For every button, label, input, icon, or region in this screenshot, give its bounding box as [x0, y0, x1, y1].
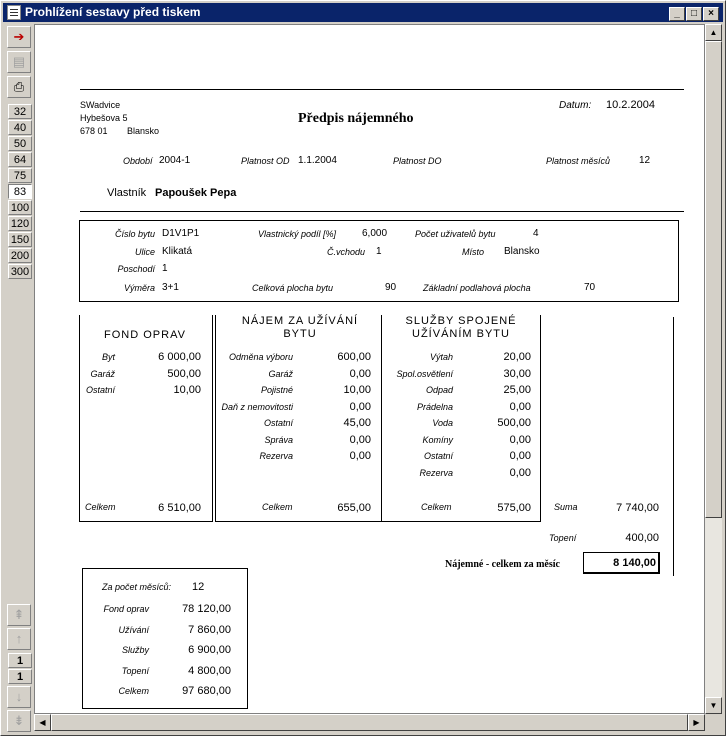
pocet-value: 4	[533, 228, 539, 239]
poschodi-label: Poschodí	[117, 264, 155, 274]
period-row-value: 97 680,00	[182, 685, 231, 697]
zoom-83-button[interactable]: 83	[8, 184, 32, 199]
cislo-bytu-value: D1V1P1	[162, 228, 200, 239]
report-title: Předpis nájemného	[298, 111, 414, 126]
platnost-mesicu-value: 12	[639, 155, 651, 166]
zakladni-value: 70	[584, 282, 596, 293]
sluzby-total-label: Celkem	[421, 502, 452, 512]
next-page-icon[interactable]: ↓	[7, 686, 31, 708]
sluzby-row-label: Spol.osvětlení	[396, 368, 453, 379]
misto-label: Místo	[462, 247, 485, 257]
fond-row-value: 500,00	[167, 367, 201, 380]
obdobi-value: 2004-1	[159, 155, 191, 166]
najem-row-value: 0,00	[349, 433, 371, 446]
horizontal-scrollbar[interactable]	[34, 714, 705, 731]
najem-row-value: 45,00	[343, 417, 371, 429]
fond-row-value: 10,00	[173, 384, 201, 396]
owner-rule	[80, 211, 684, 212]
pocet-label: Počet uživatelů bytu	[415, 229, 496, 239]
fond-row-value: 6 000,00	[158, 351, 201, 363]
report-page	[35, 25, 705, 714]
title-bar[interactable]	[3, 3, 723, 22]
vymera-label: Výměra	[123, 283, 155, 293]
suma-value: 7 740,00	[616, 502, 659, 514]
sluzby-row-value: 20,00	[503, 351, 531, 363]
najem-right-rule	[381, 315, 382, 522]
misto-value: Blansko	[504, 246, 540, 257]
sluzby-row-label: Voda	[432, 418, 453, 428]
printer-icon[interactable]: ⎙	[7, 76, 31, 98]
first-page-icon[interactable]: ⇞	[7, 604, 31, 626]
company-city: Blansko	[127, 126, 160, 136]
fond-row-label: Byt	[101, 352, 115, 362]
date-value: 10.2.2004	[606, 99, 655, 111]
vlastnik-value: Papoušek Pepa	[155, 187, 237, 199]
fond-right-rule	[212, 315, 213, 522]
scroll-right-icon[interactable]: ▶	[688, 714, 705, 731]
period-row-label: Celkem	[118, 686, 149, 696]
period-months-label: Za počet měsíců:	[102, 582, 172, 592]
fond-header: FOND OPRAV	[104, 329, 186, 341]
horizontal-scroll-thumb[interactable]	[51, 714, 688, 731]
scroll-down-icon[interactable]: ▼	[705, 697, 722, 714]
najem-header: NÁJEM ZA UŽÍVÁNÍ BYTU	[241, 315, 359, 340]
sluzby-row-value: 25,00	[503, 384, 531, 396]
vchodu-label: Č.vchodu	[327, 247, 366, 257]
topeni-label: Topení	[549, 533, 577, 543]
sluzby-bottom-rule	[381, 521, 540, 522]
close-button[interactable]: ×	[703, 7, 719, 21]
total-pages: 1	[8, 669, 32, 684]
najem-bottom-rule	[215, 521, 381, 522]
toolbar-left	[3, 24, 33, 734]
platnost-od-value: 1.1.2004	[298, 155, 337, 166]
sluzby-header: SLUŽBY SPOJENÉ UŽÍVÁNÍM BYTU	[405, 315, 517, 340]
fond-row-label: Ostatní	[85, 385, 115, 395]
vertical-scroll-thumb[interactable]	[705, 41, 722, 518]
zoom-64-button[interactable]: 64	[8, 152, 32, 167]
sluzby-row-label: Rezerva	[419, 467, 453, 478]
vertical-scrollbar[interactable]	[705, 24, 722, 714]
cislo-bytu-label: Číslo bytu	[114, 229, 155, 239]
period-row-label: Služby	[121, 645, 149, 655]
zoom-50-button[interactable]: 50	[8, 136, 32, 151]
topeni-value: 400,00	[625, 532, 659, 544]
vchodu-value: 1	[376, 246, 382, 257]
najem-row-value: 600,00	[337, 351, 371, 363]
period-row-label: Fond oprav	[103, 604, 149, 614]
zakladni-label: Základní podlahová plocha	[423, 283, 531, 293]
company-zip: 678 01	[80, 126, 108, 136]
last-page-icon[interactable]: ⇟	[7, 710, 31, 732]
sluzby-total-value: 575,00	[497, 502, 531, 514]
podil-label: Vlastnický podíl [%]	[258, 229, 337, 239]
zoom-300-button[interactable]: 300	[8, 264, 32, 279]
najem-row-label: Rezerva	[259, 451, 293, 461]
period-row-label: Topení	[121, 665, 149, 676]
period-row-label: Užívání	[118, 624, 149, 635]
period-row-value: 4 800,00	[188, 664, 231, 677]
zoom-200-button[interactable]: 200	[8, 248, 32, 263]
plocha-label: Celková plocha bytu	[252, 283, 334, 293]
fond-row-label: Garáž	[90, 368, 115, 379]
najem-total-label: Celkem	[262, 502, 293, 512]
fond-left-rule	[79, 315, 80, 522]
zoom-40-button[interactable]: 40	[8, 120, 32, 135]
period-row-value: 7 860,00	[188, 623, 231, 636]
poschodi-value: 1	[162, 263, 168, 274]
current-page[interactable]: 1	[8, 653, 32, 668]
sluzby-row-label: Ostatní	[423, 451, 453, 461]
fond-total-value: 6 510,00	[158, 502, 201, 514]
top-rule	[80, 89, 684, 90]
zoom-120-button[interactable]: 120	[8, 216, 32, 231]
period-months-value: 12	[192, 581, 205, 593]
period-row-value: 6 900,00	[188, 644, 231, 656]
najem-row-label: Garáž	[268, 368, 293, 379]
scroll-left-icon[interactable]: ◀	[34, 714, 51, 731]
platnost-mesicu-label: Platnost měsíců	[546, 156, 611, 166]
najem-row-label: Pojistné	[260, 385, 293, 395]
maximize-button[interactable]: □	[686, 7, 702, 21]
zoom-100-button[interactable]: 100	[8, 200, 32, 215]
sluzby-row-value: 0,00	[509, 400, 531, 413]
sluzby-row-value: 500,00	[497, 417, 531, 429]
najem-row-label: Správa	[264, 434, 293, 445]
company-name: SWadvice	[80, 100, 121, 110]
zoom-150-button[interactable]: 150	[8, 232, 32, 247]
exit-icon[interactable]: ➔	[7, 26, 31, 48]
zoom-75-button[interactable]: 75	[8, 168, 32, 183]
date-label: Datum:	[559, 100, 592, 111]
najemne-value: 8 140,00	[613, 557, 656, 569]
najem-row-value: 10,00	[343, 384, 371, 396]
najem-row-label: Daň z nemovitosti	[221, 401, 293, 412]
sluzby-row-value: 0,00	[509, 450, 531, 462]
prev-page-icon[interactable]: ↑	[7, 628, 31, 650]
report-icon	[7, 5, 21, 20]
suma-label: Suma	[554, 502, 578, 512]
sluzby-row-value: 0,00	[509, 466, 531, 479]
summary-right-rule	[673, 317, 674, 576]
platnost-od-label: Platnost OD	[241, 156, 290, 166]
sluzby-row-label: Odpad	[425, 385, 453, 395]
company-street: Hybešova 5	[80, 113, 128, 123]
najemne-label: Nájemné - celkem za měsíc	[445, 559, 560, 570]
ulice-label: Ulice	[134, 247, 155, 257]
ulice-value: Klikatá	[162, 246, 193, 257]
report-view[interactable]	[34, 24, 705, 714]
sluzby-row-value: 30,00	[503, 367, 531, 380]
sluzby-row-label: Výtah	[429, 352, 453, 362]
platnost-do-label: Platnost DO	[393, 156, 442, 166]
fond-total-label: Celkem	[85, 502, 116, 512]
najem-row-label: Odměna výboru	[228, 352, 293, 362]
sluzby-row-label: Komíny	[422, 434, 453, 445]
fond-bottom-rule	[79, 521, 213, 522]
minimize-button[interactable]: _	[669, 7, 685, 21]
window-title: Prohlížení sestavy před tiskem	[25, 5, 201, 19]
najem-row-value: 0,00	[349, 400, 371, 413]
scroll-up-icon[interactable]: ▲	[705, 24, 722, 41]
vlastnik-label: Vlastník	[107, 187, 147, 199]
period-row-value: 78 120,00	[182, 603, 231, 615]
podil-value: 6,000	[362, 228, 388, 239]
zoom-32-button[interactable]: 32	[8, 104, 32, 119]
najem-row-label: Ostatní	[263, 418, 293, 428]
sluzby-row-value: 0,00	[509, 433, 531, 446]
najem-row-value: 0,00	[349, 367, 371, 380]
obdobi-label: Období	[123, 156, 153, 166]
sluzby-row-label: Prádelna	[416, 401, 453, 412]
vymera-value: 3+1	[162, 282, 179, 293]
najem-row-value: 0,00	[349, 450, 371, 462]
najem-total-value: 655,00	[337, 502, 371, 514]
sluzby-right-rule	[540, 315, 541, 522]
setup-icon[interactable]: ▤	[7, 51, 31, 73]
plocha-value: 90	[385, 282, 397, 293]
